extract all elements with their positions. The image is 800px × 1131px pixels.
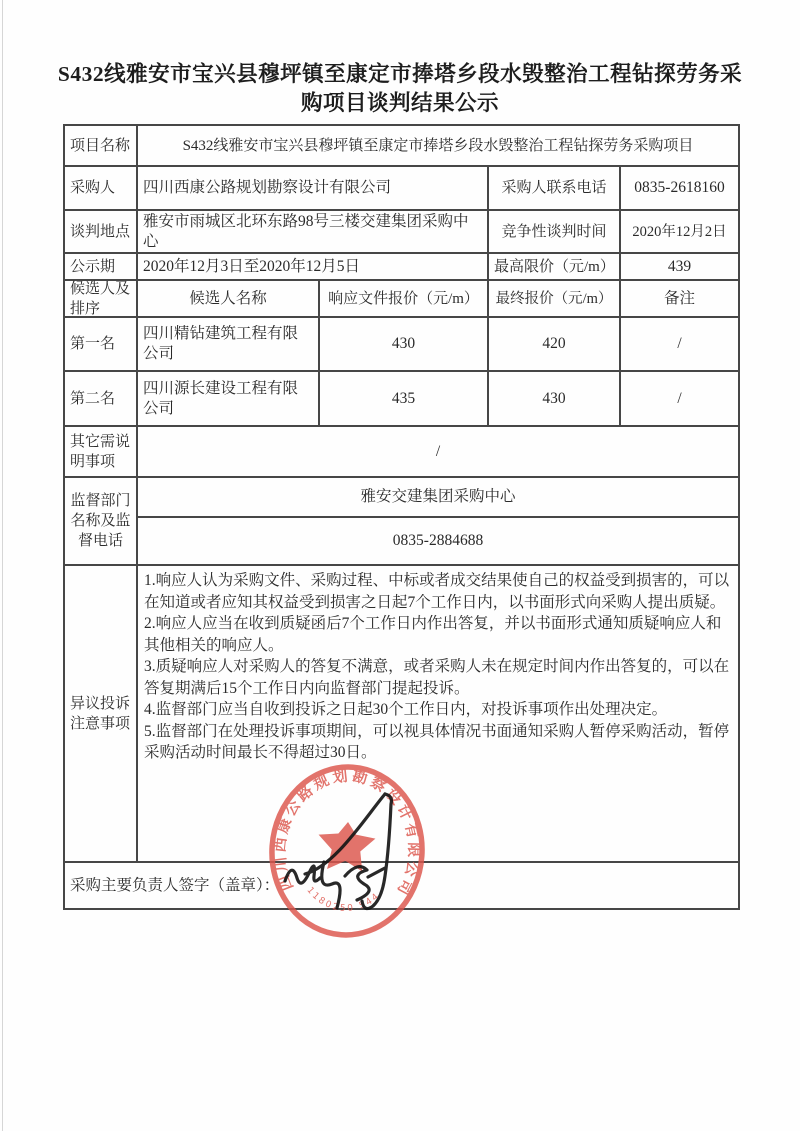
rank1-name: 四川精钻建筑工程有限公司 (138, 318, 320, 372)
signature-row (65, 863, 738, 908)
max-price-label: 最高限价（元/m） (489, 254, 621, 281)
page-title (40, 60, 760, 118)
page-title-line2: 购项目谈判结果公示 (300, 91, 499, 115)
rank2-name: 四川源长建设工程有限公司 (138, 372, 320, 427)
purchaser-phone-label: 采购人联系电话 (489, 167, 621, 211)
rank2-bid: 435 (320, 372, 489, 427)
venue-value: 雅安市雨城区北环东路98号三楼交建集团采购中心 (138, 211, 489, 254)
other-notes-label: 其它需说明事项 (65, 427, 138, 478)
candidate-name-header: 候选人名称 (138, 281, 320, 318)
rank1-final: 420 (489, 318, 621, 372)
rank1-note: / (621, 318, 738, 372)
scan-edge-artifact (2, 0, 3, 1131)
venue-label: 谈判地点 (65, 211, 138, 254)
negotiation-time-value: 2020年12月2日 (621, 211, 738, 254)
rank2-note: / (621, 372, 738, 427)
purchaser-value: 四川西康公路规划勘察设计有限公司 (138, 167, 489, 211)
rank1-label: 第一名 (65, 318, 138, 372)
project-name-value: S432线雅安市宝兴县穆坪镇至康定市捧塔乡段水毁整治工程钻探劳务采购项目 (138, 126, 738, 167)
candidates-section-label: 候选人及排序 (65, 281, 138, 318)
result-table (63, 124, 740, 910)
rank1-bid: 430 (320, 318, 489, 372)
supervision-name: 雅安交建集团采购中心 (138, 478, 738, 518)
objection-item: 4.监督部门应当自收到投诉之日起30个工作日内，对投诉事项作出处理决定。 (144, 701, 668, 718)
project-name-label: 项目名称 (65, 126, 138, 167)
purchaser-phone-value: 0835-2618160 (621, 167, 738, 211)
seal-company-text: 四川西康公路规划勘察设计有限公司 (272, 768, 422, 900)
objection-item: 3.质疑响应人对采购人的答复不满意，或者采购人未在规定时间内作出答复的，可以在答复期满后15个工作日内向监督部门提起投诉。 (144, 658, 730, 697)
supervision-phone: 0835-2884688 (138, 518, 738, 566)
objection-label: 异议投诉注意事项 (65, 566, 138, 863)
publicity-period-value: 2020年12月3日至2020年12月5日 (138, 254, 489, 281)
other-notes-value: / (138, 427, 738, 478)
rank2-label: 第二名 (65, 372, 138, 427)
publicity-period-label: 公示期 (65, 254, 138, 281)
purchaser-label: 采购人 (65, 167, 138, 211)
max-price-value: 439 (621, 254, 738, 281)
objection-text (138, 566, 738, 863)
signature-label: 采购主要负责人签字（盖章）： (70, 876, 280, 894)
supervision-label: 监督部门名称及监督电话 (65, 478, 138, 566)
final-price-header: 最终报价（元/m） (489, 281, 621, 318)
negotiation-time-label: 竞争性谈判时间 (489, 211, 621, 254)
objection-item: 5.监督部门在处理投诉事项期间，可以视具体情况书面通知采购人暂停采购活动，暂停采购活动时间最长不得超过30日。 (144, 722, 730, 761)
rank2-final: 430 (489, 372, 621, 427)
seal-number-text: 1180250 544 (304, 885, 383, 915)
note-header: 备注 (621, 281, 738, 318)
page-title-line1: S432线雅安市宝兴县穆坪镇至康定市捧塔乡段水毁整治工程钻探劳务采 (57, 62, 743, 86)
bid-price-header: 响应文件报价（元/m） (320, 281, 489, 318)
objection-item: 1.响应人认为采购文件、采购过程、中标或者成交结果使自己的权益受到损害的，可以在知道或者应知其权益受到损害之日起7个工作日内，以书面形式向采购人提出质疑。 (144, 572, 730, 611)
objection-item: 2.响应人应当在收到质疑函后7个工作日内作出答复，并以书面形式通知质疑响应人和其他相关的响应人。 (144, 615, 722, 654)
